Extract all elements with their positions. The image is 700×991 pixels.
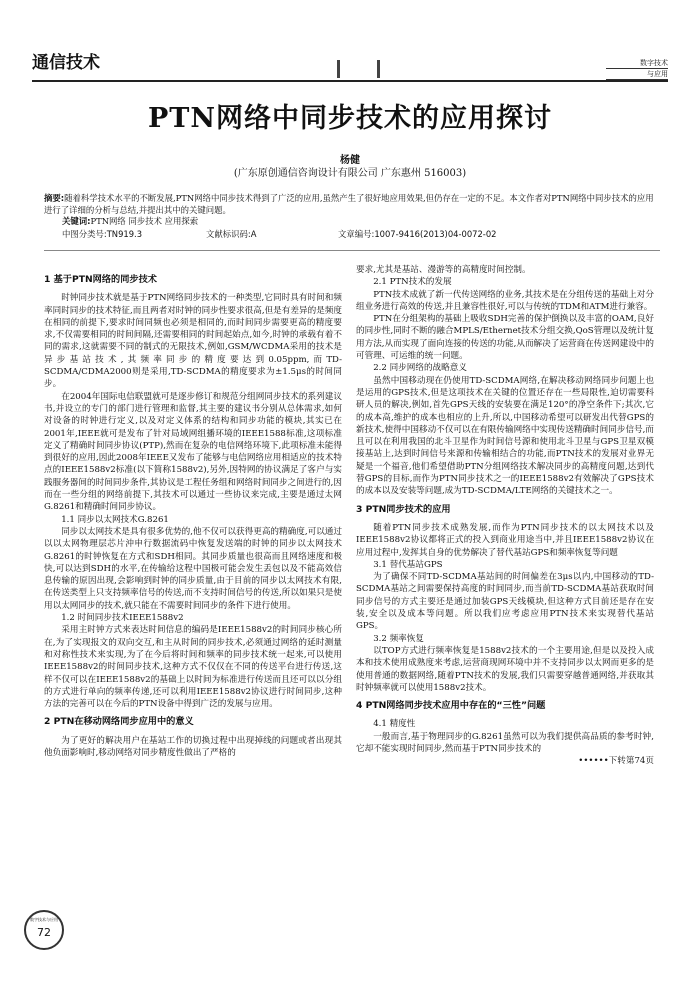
right-column	[356, 264, 654, 768]
clc-number: 中图分类号:TN919.3	[62, 229, 143, 239]
subsection-heading: 2.2 同步网络的战略意义	[373, 363, 467, 374]
paragraph: 一般而言,基于物理同步的G.8261虽然可以为我们提供高品质的参考时钟,它却不能实现时间同步,然而基于PTN同步技术的	[356, 731, 654, 754]
paragraph: 以TOP方式进行频率恢复是1588v2技术的一个主要用途,但是以及投入成本和技术使用成熟度来考虑,运营商现网环境中并不支持同步以太网而更多的是使用普通的数据网络,随着PTN技术的发展,我们只需要穿越普通网络,并获取其时钟频率就可以使用1588v2技术。	[356, 645, 654, 693]
subsection-heading: 1.1 同步以太网技术G.8261	[61, 514, 169, 525]
section-heading: 4 PTN网络同步技术应用中存在的“三性”问题	[356, 700, 546, 712]
abstract-label: 摘要:	[44, 193, 65, 203]
separator-rule	[44, 250, 660, 251]
column-name: 通信技术	[32, 53, 100, 73]
section-heading: 2 PTN在移动网络同步应用中的意义	[44, 716, 194, 728]
subsection-heading: 4.1 精度性	[373, 719, 416, 730]
keywords-text: PTN网络 同步技术 应用探索	[90, 216, 199, 226]
paragraph: 同步以太网技术是具有很多优势的,他不仅可以获得更高的精确度,可以通过以以太网物理层芯片沖申行数据流码中恢复发送端的时钟的同步以太网技术G.8261的时钟恢复在方式和SDH相同。其同步质量也很高而且网络速度和极快,可以达到SDH的水平,在传输给这程中国极可能会发生丢包以及不能高效信息传输的原因出现,会影响到时钟的同步质量,由于目前的同步以太网技术有限,在传送类型上只支持频率信号的传送,而不支持时间信号的传送,所以如果只是使用以太网同步的技术,就只能在不需要时间同步的条件下进行使用。	[44, 526, 342, 611]
paragraph: 时钟同步技术就是基于PTN网络同步技术的一种类型,它同时具有时间和频率同时同步的技术特征,而且两者对时钟的同步性要求很高,但是有差异的是频度在相同的前提下,要求时间同频也必须是相同的,而时间同步需要更高的精度要求,不仅需要相同的时间间隔,还需要相同的时间起始点,如今,时钟的承载有着不同的需求,这就需要不同的制式的无限技术,例如,GSM/WCDMA采用的技术是异步基站技术,其频率同步的精度要达到0.05ppm,而TD-SCDMA/CDMA2000则是采用,TD-SCDMA的精度要求为±1.5μs的时间同步。	[44, 293, 342, 390]
article-number: 文章编号:1007-9416(2013)04-0072-02	[338, 229, 497, 239]
subsection-heading: 1.2 时间同步技术IEEE1588v2	[61, 613, 184, 624]
paragraph: 虽然中国移动现在仍使用TD-SCDMA网络,在解决移动网络同步问题上也是运用的GPS技术,但是这项技术在关键的位置还存在一些局限性,迫切需要科研人员的解决,例如,首先GPS天线的安装要在满足120°的净空条件下;其次,它的成本高,维护的成本也相应的上升,所以,中国移动希望可以研发出代替GPS的新技术,使得中国移动不仅可以在有限传输网络中实现传送精确时间同步信号,而且可以在利用我国的北斗卫星作为时间信号源和使用北斗卫星与GPS卫星双模接基站上,达到时间信号来源和传输相结合的功能,而PTN技术的发展对业界无疑是一个福音,他们希望借助PTN分组网络技术解决同步的高精度问题,达到代替GPS的目标,而作为PTN同步技术之一的IEEE1588v2有效解决了GPS技术的成本以及安装等问题,成为TD-SCDMA/LTE网络的关键技术之一。	[356, 375, 654, 497]
logo-line: 数字技术	[606, 58, 668, 69]
paragraph: 随着PTN同步技术成熟发展,而作为PTN同步技术的以太网技术以及IEEE1588v2协议都将正式的投入到商业用途当中,并且IEEE1588v2协议在应用过程中,发挥其自身的优势解决了替代基站GPS和频率恢复等问题	[356, 522, 654, 558]
subsection-heading: 3.1 替代基站GPS	[373, 559, 443, 570]
left-column	[44, 268, 342, 759]
paragraph: 为了确保不同TD-SCDMA基站间的时间偏差在3μs以内,中国移动的TD-SCDMA基站之间需要保持高度的时间同步,而当前TD-SCDMA基站获取时间同步信号的方式主要还是通过加装GPS天线模块,但这种方式目前还是存在安装,安全以及成本等问题。所以我们应考虑应用PTN技术来实现替代基站GPS。	[356, 572, 654, 632]
paragraph: PTN在分组架构的基础上吸收SDH完善的保护倒换以及丰富的OAM,良好的同步性,同时不断的融合MPLS/Ethernet技术分组交换,QoS管理以及统计复用方法,从而实现了面向连接的传送的功能,从而解决了运营商在传送网建设中的可管理、可运维的统一问题。	[356, 314, 654, 362]
page-number-badge	[24, 910, 64, 950]
abstract	[44, 193, 660, 228]
continued-note: ••••••下转第74页	[578, 756, 654, 767]
badge-label: 数字技术与应用	[30, 917, 58, 922]
author: 杨健	[340, 155, 360, 166]
paragraph: 为了更好的解决用户在基站工作的切换过程中出现掉线的问题或者出现其他负面影响时,移动网络对同步精度性做出了严格的	[44, 735, 342, 758]
journal-logo	[606, 58, 668, 80]
header-rule	[32, 80, 668, 82]
abstract-text: 随着科学技术水平的不断发展,PTN网络中同步技术得到了广泛的应用,虽然产生了很好地应用效果,但仍存在一定的不足。本文作者对PTN网络中同步技术的应用进行了详细的分析与总结,并提出其中的关键问题。	[44, 193, 654, 215]
section-heading: 1 基于PTN网络的同步技术	[44, 274, 157, 285]
keywords-label: 关键词:	[62, 216, 91, 226]
paragraph: 在2004年国际电信联盟就可是逐步修订和规范分组网同步技术的系列建议书,并设立的专门的部门进行管理和监督,其主要的建议书分别从总体需求,如何对设备的时钟进行定义,以及对定义体系的结构和同步功能的模块,其实已在2001年,IEEE就可是发布了针对局域网组播环境的IEEE1588标准,这项标准定义了精确时间同步协议(PTP),然而在复杂的电信网络环境下,此项标准未能得到很好的应用,因此2008年IEEE又发布了能够与电信网络应用相适应的技术特点的IEEE1588v2标准(以下简称1588v2),另外,因特网的协议满足了客户与实践服务器间的时间同步条件,其协议是工程任务组和网络时间同步之间进行的,因而在一些分组的网络前提下,其技术可以通过一些协议来完成,主要是通过太网G.8261和精确时间同步协议。	[44, 391, 342, 513]
page-number: 72	[37, 926, 51, 939]
header-bar-decoration	[337, 60, 340, 78]
abstract-body	[44, 193, 660, 216]
header-bar-decoration	[377, 60, 380, 78]
paragraph: 采用主时钟方式来表达时间信息的编码是IEEE1588v2的时间同步核心所在,为了实现报文的双向交互,和主从时间的同步技术,必须通过网络的延时测量和对称性技术来实现,为了在今后将时间和频率的同步技术统一起来,可以使用IEEE1588v2的时间同步技术,这种方式不仅仅在不同的传送平台进行传送,这样不仅可以在IEEE1588v2的基础上以时间为标准进行传送而且还可以以分组的方式进行单向的频率传递,还可以利用IEEE1588v2协议进行时间同步,这种方法的完善可以在今后的PTN设备中得到广泛的发展与应用。	[44, 625, 342, 710]
paragraph: 要求,尤其是基站、漫游等的高精度时间控制。	[356, 265, 531, 275]
article-title: PTN网络中同步技术的应用探讨	[147, 103, 553, 134]
affiliation: (广东原创通信咨询设计有限公司 广东惠州 516003)	[233, 168, 467, 179]
running-header	[32, 48, 668, 82]
document-code: 文献标识码:A	[206, 229, 257, 239]
section-heading: 3 PTN同步技术的应用	[356, 503, 451, 515]
keywords	[44, 216, 660, 228]
subsection-heading: 2.1 PTN技术的发展	[373, 277, 452, 288]
logo-line: 与应用	[606, 69, 668, 80]
paragraph: PTN技术成就了新一代传送网络的业务,其技术是在分组传送的基础上对分组业务进行高效的传送,并且兼容性很好,可以与传统的TDM和ATM进行兼容。	[356, 289, 654, 312]
subsection-heading: 3.2 频率恢复	[373, 633, 424, 644]
